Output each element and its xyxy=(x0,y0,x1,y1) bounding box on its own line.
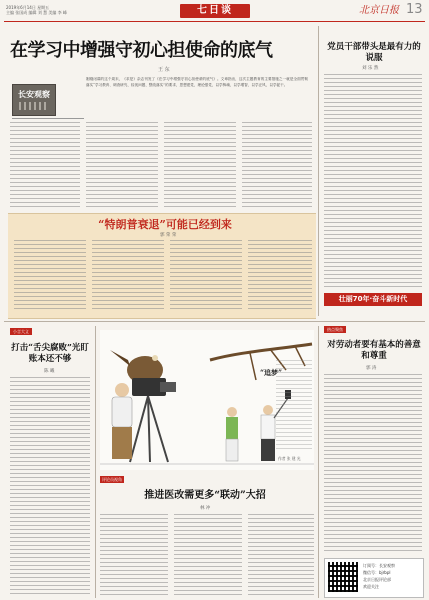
photographer-head xyxy=(115,383,129,397)
bird-head xyxy=(152,355,158,361)
left-col-headline: 打击“舌尖腐败”光盯账本还不够 xyxy=(11,343,89,364)
photographer-pants xyxy=(112,427,132,459)
bystander-2-head xyxy=(263,405,273,415)
masthead: 北京日报 xyxy=(359,5,399,16)
feature-headline: “特朗普衰退”可能已经到来 xyxy=(98,218,232,231)
photographer-shirt xyxy=(112,397,132,427)
bottom-tag: 评论员视角 xyxy=(102,477,122,482)
right-top-headline: 党员干部带头是最有力的说服 xyxy=(327,42,421,63)
qr-code[interactable] xyxy=(328,562,358,592)
cartoon-side-text xyxy=(276,360,312,452)
qr-line-2: 微信号：bjrbpl xyxy=(363,570,391,575)
qr-line-3: 北京日报评论部 xyxy=(363,577,391,582)
tripod xyxy=(130,396,168,462)
cartoon-credit: 作者 张 建 光 xyxy=(278,456,301,461)
page-number: 13 xyxy=(406,2,423,17)
lead-author: 王 东 xyxy=(158,67,170,73)
dateline: 2019年6月14日 星期五 xyxy=(6,5,50,10)
right-top-body xyxy=(324,74,422,288)
section-title: 七日谈 xyxy=(197,5,233,16)
feature-body-col-1 xyxy=(14,240,86,312)
bottom-body-col-3 xyxy=(248,514,314,596)
tree-branch xyxy=(210,344,312,360)
bottom-body-col-1 xyxy=(100,514,168,596)
logo-rule xyxy=(12,118,84,119)
feature-author: 郭 荣 荣 xyxy=(160,233,177,238)
column-logo xyxy=(12,84,56,116)
left-column-divider xyxy=(95,326,96,598)
right-bottom-body xyxy=(324,374,422,554)
bystander-1-head xyxy=(227,407,237,417)
bystander-1-shirt xyxy=(226,417,238,439)
cartoon-label: “追梦” xyxy=(260,368,283,377)
camera-lens xyxy=(160,382,176,392)
bottom-body-col-2 xyxy=(174,514,242,596)
anniversary-banner: 壮丽70年·奋斗新时代 xyxy=(324,293,422,306)
lead-body-col-4 xyxy=(242,122,312,210)
bystander-2-pants xyxy=(261,439,275,461)
feature-body-col-4 xyxy=(248,240,312,312)
feature-body-col-2 xyxy=(92,240,164,312)
feature-body-col-3 xyxy=(170,240,242,312)
dateline-editors: 主编 张国成 编辑 刘 慧 美编 李 峰 xyxy=(6,10,67,15)
right-bottom-headline: 对劳动者要有基本的善意和尊重 xyxy=(327,340,421,361)
bystander-2-shirt xyxy=(261,415,275,439)
section-banner xyxy=(180,4,250,18)
left-col-body xyxy=(10,377,90,595)
lead-headline: 在学习中增强守初心担使命的底气 xyxy=(10,40,273,61)
lead-intro: 刚刚闭幕的这个周末，《求是》杂志刊发了《在学习中增强守初心担使命的底气》。文章指出，这次主题教育的主要措施之一就是全面贯彻落实“学习教育、调查研究、检视问题、整改落实”的要求，思想建党，理论强党，以学铸魂，以学增智，以学正风，以学促干。 xyxy=(86,77,308,87)
right-bottom-author: 郭 涛 xyxy=(366,366,377,371)
left-col-tag: 小言大义 xyxy=(10,328,32,335)
lead-body-col-3 xyxy=(164,122,236,210)
bystander-1-pants xyxy=(226,439,238,461)
bird-wing xyxy=(110,350,130,366)
lead-body-col-1 xyxy=(10,122,80,210)
bottom-headline: 推进医改需更多“联动”大招 xyxy=(144,490,266,501)
header-rule xyxy=(4,21,425,22)
lead-body-col-2 xyxy=(86,122,158,210)
qr-line-4: 欢迎关注 xyxy=(363,584,379,589)
right-top-author: 刘 乐 然 xyxy=(362,66,379,71)
right-bottom-tag: 热点聚焦 xyxy=(324,326,346,333)
right-column-divider xyxy=(318,26,319,316)
left-col-author: 陈 曦 xyxy=(44,369,55,374)
column-logo-skyline xyxy=(19,102,49,110)
right-column-divider-lower xyxy=(318,326,319,598)
qr-line-1: 订阅号：长安观察 xyxy=(363,563,395,568)
column-logo-text: 长安观察 xyxy=(18,89,50,99)
bottom-author: 林 冲 xyxy=(200,506,211,511)
qr-box xyxy=(324,558,424,598)
mid-rule xyxy=(4,321,425,322)
